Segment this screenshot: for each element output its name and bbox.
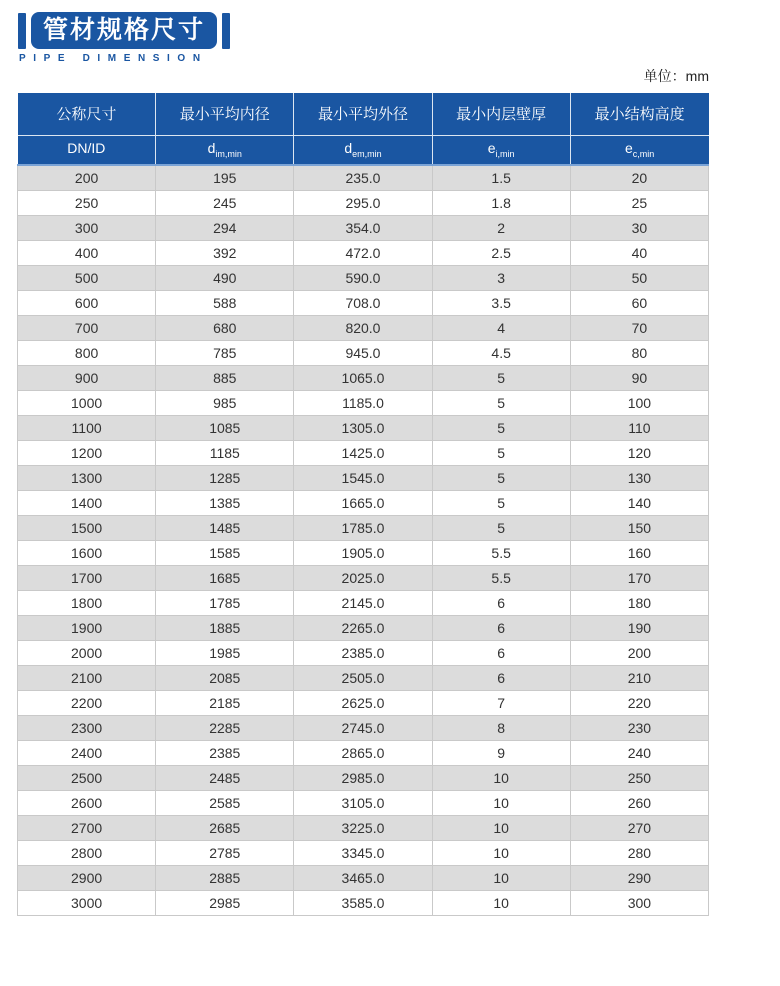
table-cell: 2500: [18, 765, 156, 790]
table-cell: 820.0: [294, 315, 432, 340]
table-row: [18, 740, 709, 765]
table-cell: 70: [570, 315, 708, 340]
table-cell: 5: [432, 465, 570, 490]
table-cell: 2400: [18, 740, 156, 765]
table-cell: 130: [570, 465, 708, 490]
table-cell: 590.0: [294, 265, 432, 290]
table-cell: 2100: [18, 665, 156, 690]
table-cell: 10: [432, 890, 570, 915]
table-cell: 3345.0: [294, 840, 432, 865]
table-cell: 210: [570, 665, 708, 690]
column-header-min-structure-height: 最小结构高度: [570, 93, 708, 135]
table-cell: 280: [570, 840, 708, 865]
table-row: [18, 715, 709, 740]
table-cell: 985: [156, 390, 294, 415]
table-cell: 1.8: [432, 190, 570, 215]
table-cell: 190: [570, 615, 708, 640]
table-row: [18, 815, 709, 840]
table-cell: 2285: [156, 715, 294, 740]
table-cell: 1.5: [432, 165, 570, 190]
table-cell: 2.5: [432, 240, 570, 265]
table-cell: 3225.0: [294, 815, 432, 840]
table-row: [18, 390, 709, 415]
table-cell: 392: [156, 240, 294, 265]
table-cell: 2300: [18, 715, 156, 740]
table-cell: 1200: [18, 440, 156, 465]
column-header-min-inner-diameter: 最小平均内径: [156, 93, 294, 135]
table-cell: 1425.0: [294, 440, 432, 465]
table-cell: 60: [570, 290, 708, 315]
title-left-bar-decoration: [18, 13, 26, 49]
table-cell: 2865.0: [294, 740, 432, 765]
table-row: [18, 590, 709, 615]
table-row: [18, 440, 709, 465]
table-cell: 1800: [18, 590, 156, 615]
table-cell: 400: [18, 240, 156, 265]
table-cell: 2785: [156, 840, 294, 865]
table-cell: 3000: [18, 890, 156, 915]
table-cell: 2265.0: [294, 615, 432, 640]
column-header-min-wall-thickness: 最小内层壁厚: [432, 93, 570, 135]
table-row: [18, 465, 709, 490]
table-cell: 2000: [18, 640, 156, 665]
title-right-bar-decoration: [222, 13, 230, 49]
table-cell: 2685: [156, 815, 294, 840]
table-cell: 1700: [18, 565, 156, 590]
table-cell: 7: [432, 690, 570, 715]
table-row: [18, 790, 709, 815]
table-cell: 588: [156, 290, 294, 315]
table-row: [18, 565, 709, 590]
table-cell: 5: [432, 415, 570, 440]
table-row: [18, 215, 709, 240]
table-cell: 354.0: [294, 215, 432, 240]
table-cell: 2985.0: [294, 765, 432, 790]
table-cell: 200: [18, 165, 156, 190]
table-cell: 1685: [156, 565, 294, 590]
table-cell: 160: [570, 540, 708, 565]
table-row: [18, 640, 709, 665]
table-cell: 1885: [156, 615, 294, 640]
table-row: [18, 415, 709, 440]
table-row: [18, 515, 709, 540]
table-cell: 90: [570, 365, 708, 390]
table-cell: 240: [570, 740, 708, 765]
table-cell: 900: [18, 365, 156, 390]
table-cell: 5: [432, 515, 570, 540]
table-cell: 10: [432, 790, 570, 815]
table-cell: 200: [570, 640, 708, 665]
symbol-d-im-min: $d_{im,min}$: [156, 135, 294, 165]
table-row: [18, 540, 709, 565]
table-cell: 150: [570, 515, 708, 540]
table-header-label-row: [18, 93, 709, 135]
table-header: [18, 93, 709, 165]
table-cell: 80: [570, 340, 708, 365]
table-cell: 10: [432, 815, 570, 840]
table-row: [18, 665, 709, 690]
table-cell: 1500: [18, 515, 156, 540]
page-subtitle: PIPE DIMENSION: [19, 53, 208, 64]
table-cell: 50: [570, 265, 708, 290]
table-cell: 6: [432, 640, 570, 665]
table-cell: 5.5: [432, 565, 570, 590]
table-cell: 6: [432, 590, 570, 615]
table-cell: 2200: [18, 690, 156, 715]
table-cell: 6: [432, 615, 570, 640]
table-cell: 1305.0: [294, 415, 432, 440]
table-cell: 1985: [156, 640, 294, 665]
table-cell: 20: [570, 165, 708, 190]
table-cell: 2985: [156, 890, 294, 915]
table-header-symbol-row: [18, 135, 709, 165]
table-cell: 4: [432, 315, 570, 340]
table-cell: 245: [156, 190, 294, 215]
table-cell: 270: [570, 815, 708, 840]
table-cell: 1385: [156, 490, 294, 515]
table-cell: 25: [570, 190, 708, 215]
table-cell: 945.0: [294, 340, 432, 365]
table-cell: 260: [570, 790, 708, 815]
table-cell: 2485: [156, 765, 294, 790]
table-cell: 2: [432, 215, 570, 240]
table-cell: 5: [432, 440, 570, 465]
table-cell: 6: [432, 665, 570, 690]
table-cell: 250: [18, 190, 156, 215]
table-cell: 2800: [18, 840, 156, 865]
table-cell: 1665.0: [294, 490, 432, 515]
table-cell: 1905.0: [294, 540, 432, 565]
table-cell: 4.5: [432, 340, 570, 365]
table-cell: 295.0: [294, 190, 432, 215]
table-cell: 1585: [156, 540, 294, 565]
table-cell: 300: [18, 215, 156, 240]
table-row: [18, 890, 709, 915]
table-cell: 195: [156, 165, 294, 190]
table-cell: 5: [432, 490, 570, 515]
table-cell: 1100: [18, 415, 156, 440]
table-row: [18, 315, 709, 340]
table-cell: 1185.0: [294, 390, 432, 415]
table-row: [18, 165, 709, 190]
table-cell: 1400: [18, 490, 156, 515]
table-cell: 3585.0: [294, 890, 432, 915]
table-row: [18, 340, 709, 365]
table-cell: 2385.0: [294, 640, 432, 665]
table-cell: 2025.0: [294, 565, 432, 590]
table-cell: 800: [18, 340, 156, 365]
table-cell: 600: [18, 290, 156, 315]
symbol-e-i-min: $e_{i,min}$: [432, 135, 570, 165]
table-cell: 5.5: [432, 540, 570, 565]
table-cell: 1085: [156, 415, 294, 440]
table-cell: 2145.0: [294, 590, 432, 615]
table-cell: 2600: [18, 790, 156, 815]
table-cell: 8: [432, 715, 570, 740]
table-cell: 3.5: [432, 290, 570, 315]
table-row: [18, 490, 709, 515]
table-cell: 500: [18, 265, 156, 290]
table-cell: 1285: [156, 465, 294, 490]
column-header-min-outer-diameter: 最小平均外径: [294, 93, 432, 135]
table-cell: 10: [432, 840, 570, 865]
table-row: [18, 690, 709, 715]
table-cell: 3: [432, 265, 570, 290]
table-cell: 2745.0: [294, 715, 432, 740]
table-cell: 120: [570, 440, 708, 465]
symbol-e-c-min: $e_{c,min}$: [570, 135, 708, 165]
symbol-d-em-min: $d_{em,min}$: [294, 135, 432, 165]
page-title: 管材规格尺寸: [31, 12, 217, 49]
table-cell: 2085: [156, 665, 294, 690]
table-cell: 140: [570, 490, 708, 515]
table-cell: 1065.0: [294, 365, 432, 390]
table-cell: 785: [156, 340, 294, 365]
table-cell: 235.0: [294, 165, 432, 190]
table-cell: 2585: [156, 790, 294, 815]
table-cell: 3105.0: [294, 790, 432, 815]
table-cell: 490: [156, 265, 294, 290]
table-cell: 294: [156, 215, 294, 240]
page-header: [18, 12, 230, 64]
table-cell: 1485: [156, 515, 294, 540]
table-cell: 290: [570, 865, 708, 890]
unit-label: 单位：mm: [643, 68, 709, 84]
table-row: [18, 840, 709, 865]
table-cell: 1785: [156, 590, 294, 615]
table-cell: 2700: [18, 815, 156, 840]
table-cell: 708.0: [294, 290, 432, 315]
table-cell: 250: [570, 765, 708, 790]
table-cell: 2625.0: [294, 690, 432, 715]
table-cell: 2385: [156, 740, 294, 765]
table-cell: 3465.0: [294, 865, 432, 890]
table-cell: 1600: [18, 540, 156, 565]
table-cell: 40: [570, 240, 708, 265]
table-row: [18, 265, 709, 290]
table-cell: 1185: [156, 440, 294, 465]
table-cell: 230: [570, 715, 708, 740]
table-cell: 9: [432, 740, 570, 765]
table-row: [18, 865, 709, 890]
table-cell: 2885: [156, 865, 294, 890]
table-row: [18, 190, 709, 215]
table-row: [18, 765, 709, 790]
title-banner: [18, 12, 230, 49]
column-header-nominal-size: 公称尺寸: [18, 93, 156, 135]
table-cell: 100: [570, 390, 708, 415]
table-cell: 2505.0: [294, 665, 432, 690]
table-cell: 300: [570, 890, 708, 915]
pipe-dimension-table: [17, 93, 709, 916]
table-cell: 1785.0: [294, 515, 432, 540]
table-cell: 220: [570, 690, 708, 715]
table-cell: 30: [570, 215, 708, 240]
table-cell: 5: [432, 390, 570, 415]
table-cell: 2185: [156, 690, 294, 715]
table-cell: 1545.0: [294, 465, 432, 490]
table-cell: 680: [156, 315, 294, 340]
table-cell: 700: [18, 315, 156, 340]
table-cell: 10: [432, 765, 570, 790]
table-cell: 180: [570, 590, 708, 615]
symbol-dn-id: DN/ID: [18, 135, 156, 165]
table-row: [18, 240, 709, 265]
table-cell: 885: [156, 365, 294, 390]
table-cell: 110: [570, 415, 708, 440]
table-cell: 1900: [18, 615, 156, 640]
table-cell: 1300: [18, 465, 156, 490]
table-body: [18, 165, 709, 915]
table-cell: 1000: [18, 390, 156, 415]
table-row: [18, 615, 709, 640]
table-cell: 5: [432, 365, 570, 390]
table-cell: 2900: [18, 865, 156, 890]
table-cell: 10: [432, 865, 570, 890]
table-cell: 170: [570, 565, 708, 590]
table-cell: 472.0: [294, 240, 432, 265]
table-row: [18, 365, 709, 390]
table-row: [18, 290, 709, 315]
